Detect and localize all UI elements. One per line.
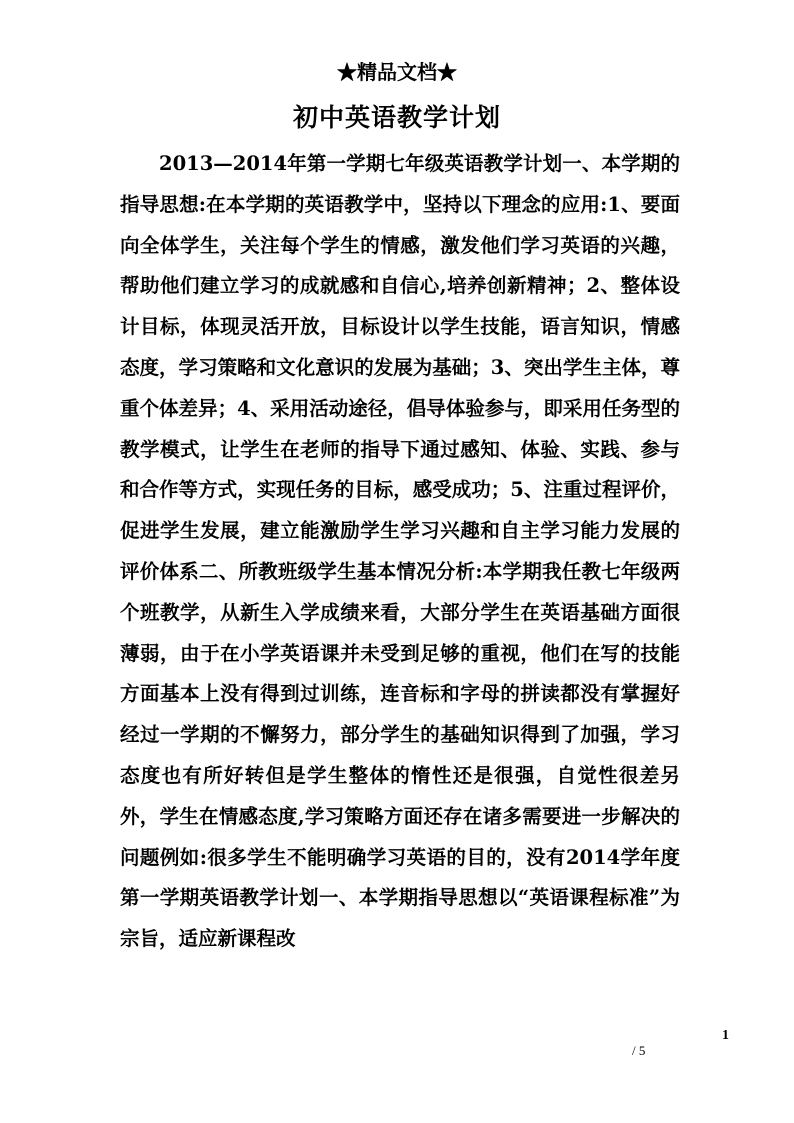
- page-total: / 5: [632, 1043, 646, 1058]
- page-number: 1: [722, 1028, 729, 1043]
- body-paragraph: 2013—2014年第一学期七年级英语教学计划一、本学期的指导思想:在本学期的英语教学中，坚持以下理念的应用:1、要面向全体学生，关注每个学生的情感，激发他们学习英语的兴趣，帮助他们建立学习的成就感和自信心,培养创新精神；2、整体设计目标，体现灵活开放，目标设计以学生技能，语言知识，情感态度，学习策略和文化意识的发展为基础；3、突出学生主体，尊重个体差异；4、采用活动途径，倡导体验参与，即采用任务型的教学模式，让学生在老师的指导下通过感知、体验、实践、参与和合作等方式，实现任务的目标，感受成功；5、注重过程评价，促进学生发展，建立能激励学生学习兴趣和自主学习能力发展的评价体系二、所教班级学生基本情况分析:本学期我任教七年级两个班教学，从新生入学成绩来看，大部分学生在英语基础方面很薄弱，由于在小学英语课并未受到足够的重视，他们在写的技能方面基本上没有得到过训练，连音标和字母的拼读都没有掌握好经过一学期的不懈努力，部分学生的基础知识得到了加强，学习态度也有所好转但是学生整体的惰性还是很强，自觉性很差另外，学生在情感态度,学习策略方面还存在诸多需要进一步解决的问题例如:很多学生不能明确学习英语的目的，没有2014学年度第一学期英语教学计划一、本学期指导思想以“英语课程标准”为宗旨，适应新课程改: [120, 152, 680, 951]
- document-header: ★精品文档★: [337, 60, 457, 84]
- document-title: 初中英语教学计划: [292, 103, 501, 132]
